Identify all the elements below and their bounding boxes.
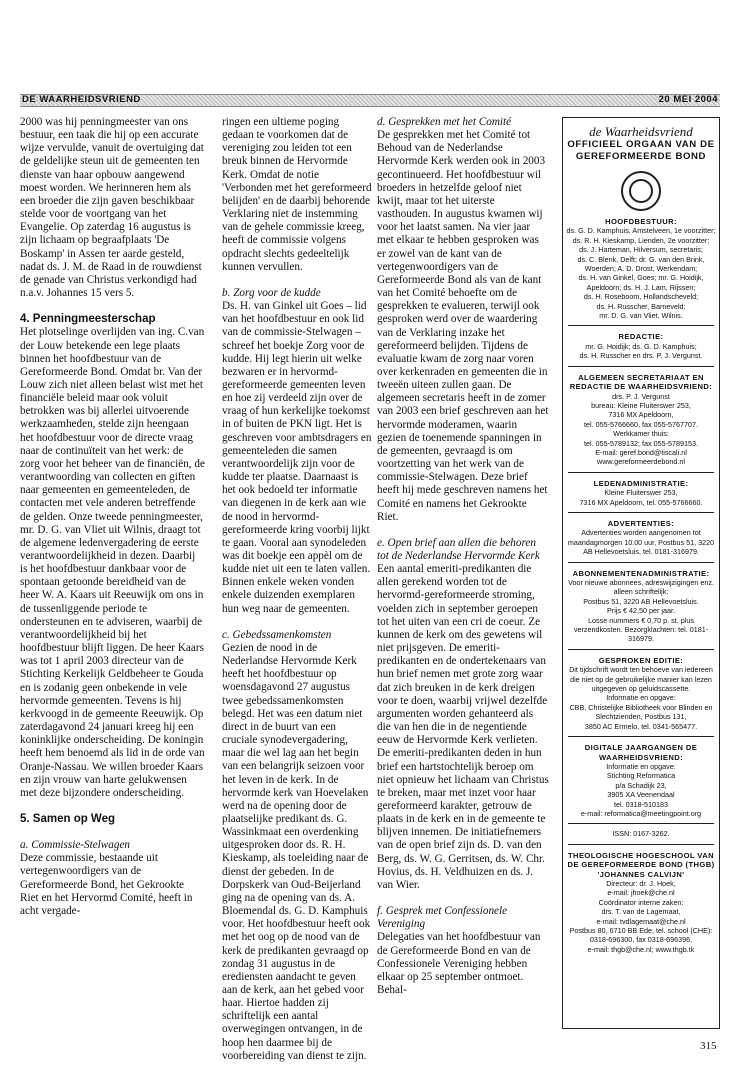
colophon-section-heading: DIGITALE JAARGANGEN DE WAARHEIDSVRIEND: <box>584 743 698 762</box>
colophon-line: ds. H. van Ginkel, Goes; mr. G. Hoidijk, Apeldoorn; ds. H. J. Lam, Rijssen; <box>578 273 704 292</box>
colophon-line: ds. J. Harteman, Hilversum, secretaris; <box>579 245 703 255</box>
colophon-line: tel. 0318-510183 <box>614 799 668 809</box>
colophon-line: drs. P. J. Vergunst <box>612 391 670 401</box>
colophon-section <box>566 217 716 320</box>
colophon-line: drs. T. van de Lagemaat, <box>601 907 681 917</box>
divider <box>568 649 714 650</box>
divider <box>568 472 714 473</box>
colophon-line: p/a Schadijk 23, <box>615 780 667 790</box>
colophon-line: 3905 XA Veenendaal <box>607 790 675 800</box>
colophon-line: Werkkamer thuis: <box>613 429 669 439</box>
colophon-line: Prijs € 42,50 per jaar. <box>607 606 675 616</box>
colophon-line: e-mail: tvdlagemaat@che.nl <box>596 916 686 926</box>
colophon-line: Losse nummers € 0,70 p. st. plus verzendkosten. Bezorgklachten: tel. 0181-316979. <box>573 615 709 644</box>
colophon-section <box>566 743 716 818</box>
colophon-line: Informatie en opgave: <box>606 761 676 771</box>
colophon-line: Advertenties worden aangenomen tot maandagmorgen 10.00 uur, Postbus 51, 3220 AB Hellevoetsluis, tel. 0181-316979. <box>567 528 715 557</box>
colophon-box <box>562 117 720 1029</box>
page-header <box>20 94 720 107</box>
colophon-section <box>566 373 716 467</box>
subsection-heading: a. Commissie-Stelwagen <box>20 839 131 852</box>
divider <box>568 366 714 367</box>
colophon-line: tel. 055-5789132; fax 055-5789153. <box>584 438 698 448</box>
section-heading: 4. Penningmeesterschap <box>20 313 156 326</box>
colophon-line: e-mail: reformatica@meetingpoint.org <box>580 808 702 818</box>
divider <box>568 823 714 824</box>
colophon-line: E-mail: geref.bond@tiscali.nl <box>595 447 687 457</box>
colophon-line: ds. C. Blenk, Delft; dr. G. van den Brink, Woerden; A. D. Drost, Werkendam; <box>577 254 705 274</box>
divider <box>568 736 714 737</box>
colophon-line: www.gereformeerdebond.nl <box>597 457 685 467</box>
colophon-line: ds. H. Russcher, Barneveld; <box>596 301 686 311</box>
colophon-line: Kleine Fluiterswег 253, <box>604 488 678 498</box>
colophon-line: ds. H. Russcher en drs. P. J. Vergunst. <box>579 351 703 361</box>
colophon-line: bureau: Kleine Fluiterswег 253, <box>591 400 691 410</box>
colophon-line: e-mail: jhoek@che.nl <box>607 888 675 898</box>
colophon-line: mr. G. Hoidijk; ds. G. D. Kamphuis; <box>585 341 697 351</box>
paragraph: Het plotselinge overlijden van ing. C.van der Louw betekende een lege plaats binnen het hoofdbestuur van de Gereformeerde Bond. Omdat br. Van der Louw zich niet alleen belast wist met het financiële beleid maar ook voluit betrokken was bij allerlei uitvoerende werkzaamheden, stelde zijn heengaan het hoofdbestuur voor de directe vraag naar de continuïteit van het werk: de zorg voor het beheer van de financiën, de verantwoording van collecten en giften naar gemeenten en gemeenteleden, de contacten met vele anderen betreffende de gelden. Onze tweede penningmeester, mr. D. G. van Vliet uit Wilnis, draagt tot de algemene ledenvergadering de eerste verantwoordelijkheid in dezen. Daarbij is het hoofdbestuur dankbaar voor de spontaan getoonde bereidheid van de heer W. A. Kaars uit Reeuwijk om ons in de tussenliggende periode te ondersteunen en te adviseren, waarbij de verantwoordelijkheid bij het hoofdbestuur blijft liggen. De heer Kaars was tot 1 april 2003 directeur van de Stichting Kerkelijk Geldbeheer te Gouda en is zodanig geen onbekende in vele hervormde gemeenten. Tevens is hij kerkvoogd in de gemeente Reeuwijk. Op zaterdagavond 24 januari kreeg hij een koninklijke onderscheiding. De koningin heeft hem benoemd als lid in de orde van Oranje-Nassau. We willen broeder Kaars en zijn vrouw van harte gelukwensen met deze bijzondere onderscheiding. <box>20 326 205 799</box>
colophon-section <box>566 829 716 838</box>
colophon-line: ds. G. D. Kamphuis, Amstelveen, 1e voorzitter; <box>566 226 716 236</box>
colophon-section <box>566 332 716 360</box>
divider <box>568 562 714 563</box>
colophon-section <box>566 519 716 557</box>
paragraph: Gezien de nood in de Nederlandse Hervormde Kerk heeft het hoofdbestuur op woensdagavond 27 augustus twee gebedssamenkomsten belegd. Het was een datum niet direct in de buurt van een cruciale synodevergadering, maar die wel lag aan het begin van een belangrijk seizoen voor het leven in de kerk. In de hervormde kerk van Hoevelaken werd na de opening door de plaatselijke predikant ds. G. Wassinkmaat een overdenking uitgesproken door ds. R. H. Kieskamp, als toeleiding naar de dienst der gebeden. In de Dorpskerk van Oud-Beijerland ging na de opening van ds. A. Bloemendal ds. G. D. Kamphuis voor. Het hoofdbestuur heeft ook met het oog op de nood van de kerk de predikanten gevraagd op zondag 31 augustus in de erediensten aandacht te geven aan de kerk, aan het gebed voor haar. Hiertoe hadden zij schriftelijk een aantal overwegingen ontvangen, in de hoop hen daarmee bij de voorbereiding van dienst te zijn. <box>222 641 371 1062</box>
page-number: 315 <box>700 1040 717 1052</box>
paragraph: De gesprekken met het Comité tot Behoud van de Nederlandse Hervormde Kerk werden ook in 2003 gecontinueerd. Het hoofdbestuur wil broeders in hetzelfde geloof niet kwijt, maar tot het uiterste vasthouden. In augustus kwamen wij voor het laatst samen. Na vier jaar met elkaar te hebben gesproken was er zowel van de kant van de vertegenwoordigers van de Gereformeerde Bond als van de kant van het Comité behoefte om de gesprekken te evalueren, terwijl ook gesproken werd over de waardering van de Verklaring inzake het gereformeerd belijden. Tijdens de evaluatie kwam de zorg naar voren over kerkenraden en gemeenten die in tweeën uiteen zullen gaan. De algemeen secretaris heeft in de zomer van 2003 een brief geschreven aan het hervormde moderamen, waarin gezien de toenemende spanningen in de gemeenten, gevraagd is om voortzetting van het werk van de commissie-Stelwagen. Deze brief heeft hij mede geschreven namens het Comité en namens het Gekrookte Riet. <box>377 129 549 523</box>
section-heading: 5. Samen op Weg <box>20 812 116 825</box>
paragraph: Ds. H. van Ginkel uit Goes – lid van het hoofdbestuur en ook lid van de commissie-Stelwagen – schreef het boekje Zorg voor de kudde. Hij legt hierin uit welke bezwaren er in hervormd-gereformeerde gemeenten leven en hoe zij verdeeld zijn over de vraag of hun kerkelijke toekomst in of buiten de PKN ligt. Het is geschreven voor ambtsdragers en gemeenteleden die samen verantwoordelijk zijn voor de kudde ter plaatse. Daarnaast is het ook bedoeld ter informatie van diegenen in de kerk aan wie de nood in hervormd-gereformeerde kring voorbij lijkt te gaan. Vooral aan synodeleden was dit boekje een appèl om de kudde niet uit een te laten vallen. Binnen enkele weken vonden enkele duizenden exemplaren hun weg naar de gemeenten. <box>222 300 372 615</box>
colophon-line: mr. D. G. van Vliet, Wilnis. <box>599 311 683 321</box>
colophon-line: CBB, Christelijke Bibliotheek voor Blinden en Slechtzienden, Postbus 131, <box>569 702 713 722</box>
subsection-heading: b. Zorg voor de kudde <box>222 286 321 299</box>
divider <box>568 512 714 513</box>
colophon-section <box>566 656 716 731</box>
colophon-section <box>566 479 716 507</box>
colophon-section-heading: ABONNEMENTENADMINISTRATIE: <box>572 568 710 578</box>
paragraph: ringen een ultieme poging gedaan te voorkomen dat de vereniging zou leiden tot een breuk binnen de Hervormde Kerk. Omdat de notie 'Verbonden met het gereformeerd belijden' en de daarbij behorende Verklaring niet de instemming van de gehele commissie kreeg, heeft de commissie volgens opdracht slechts gedeeltelijk kunnen vervullen. <box>222 116 372 273</box>
subsection-heading: d. Gesprekken met het Comité <box>377 116 512 128</box>
colophon-line: e-mail: thgb@che.nl; www.thgb.tk <box>587 944 695 954</box>
column-3 <box>377 116 549 997</box>
colophon-line: Voor nieuwe abonnees, adreswijzigingen enz. alleen schriftelijk: <box>568 578 714 597</box>
colophon-line: Informatie en opgave: <box>606 693 676 703</box>
masthead-name: DE WAARHEIDSVRIEND <box>22 94 141 105</box>
colophon-section-heading: LEDENADMINISTRATIE: <box>593 478 689 488</box>
colophon-line: Dit tijdschrift wordt ten behoeve van iedereen die niet op de gebruikelijke manier kan lezen uitgegeven op geluidscassette. <box>569 665 713 694</box>
colophon-line: ds. R. H. Kieskamp, Lienden, 2e voorzitter; <box>572 235 710 245</box>
divider <box>568 325 714 326</box>
subsection-heading: c. Gebedssamenkomsten <box>222 628 332 641</box>
column-1 <box>20 116 205 918</box>
colophon-section-heading: THEOLOGISCHE HOGESCHOOL VAN DE GEREFORMEERDE BOND (THGB) 'JOHANNES CALVIJN' <box>567 850 715 879</box>
colophon-line: Coördinator interne zaken: <box>598 897 684 907</box>
issue-date: 20 MEI 2004 <box>658 94 718 105</box>
column-2 <box>222 116 372 1063</box>
colophon-title: de Waarheidsvriend <box>589 124 693 139</box>
colophon-section <box>566 851 716 954</box>
paragraph: Delegaties van het hoofdbestuur van de Gereformeerde Bond en van de Confessionele Vereniging hebben elkaar op 25 september ontmoet. Behal- <box>377 931 541 996</box>
paragraph: Deze commissie, bestaande uit vertegenwoordigers van de Gereformeerde Bond, het Gekrookte Riet en het Hervormd Comité, heeft in acht vergade- <box>20 852 193 917</box>
colophon-section-heading: ADVERTENTIES: <box>607 518 675 528</box>
colophon-line: Postbus 51, 3220 AB Hellevoetsluis. <box>583 596 699 606</box>
colophon-section <box>566 569 716 644</box>
subsection-heading: f. Gesprek met Confessionele Vereniging <box>377 905 508 931</box>
colophon-line: Postbus 80, 6710 BB Ede, tel. school (CHE): 0318-696300, fax 0318-696396, <box>569 926 713 945</box>
colophon-line: Directeur: dr. J. Hoek, <box>606 878 676 888</box>
colophon-line: ISSN: 0167-3262. <box>612 829 670 839</box>
paragraph: Een aantal emeriti-predikanten die allen gerekend worden tot de hervormd-gereformeerde stroming, voelden zich in september geroepen tot het uiten van een cri de coeur. Ze kunnen de kerk om des gewetens wil niet prijsgeven. De emeriti-predikanten en de ondertekenaars van hun brief nemen met grote zorg waar dat zich breuken in de kerk dreigen voor te doen, waarbij vrijwel dezelfde argumenten worden gehanteerd als die van hen die in de negentiende eeuw de Hervormde Kerk verlieten. De emeriti-predikanten deden in hun brief een hartstochtelijk beroep om niet opnieuw het lichaam van Christus te breken, maar met inzet voor haar gereformeerd karakter, getrouw de plaats in de kerk en in de gemeente te blijven innemen. De initiatiefnemers van de open brief zijn ds. D. van den Berg, ds. W. G. Gerritsen, ds. W. Chr. Hovius, ds. H. Veldhuizen en ds. J. van Wier. <box>377 563 549 891</box>
colophon-line: 3850 AC Ermelo, tel. 0341-565477. <box>584 721 698 731</box>
colophon-section-heading: REDACTIE: <box>618 332 664 342</box>
colophon-section-heading: ALGEMEEN SECRETARIAAT EN REDACTIE DE WAARHEIDSVRIEND: <box>569 372 713 392</box>
colophon-line: 7316 MX Apeldoorn, <box>608 410 674 420</box>
colophon-line: 7316 MX Apeldoorn, tel. 055-5766660. <box>579 497 703 507</box>
colophon-line: Stichting Reformatica <box>606 771 676 781</box>
colophon-line: tel. 055-5766660, fax 055-5767707. <box>584 419 698 429</box>
divider <box>568 844 714 845</box>
colophon-sections <box>566 217 716 954</box>
colophon-subtitle: OFFICIEEL ORGAAN VAN DE GEREFORMEERDE BOND <box>567 139 715 162</box>
emblem-icon <box>621 171 661 211</box>
paragraph: 2000 was hij penningmeester van ons bestuur, een taak die hij op een accurate wijze vervulde, vanuit de overtuiging dat de geldelijke steun uit de gemeenten ten dienste van haar opbouw aangewend moest worden. We herinneren hem als een broeder die zijn gaven beschikbaar stelde voor de voortgang van het Evangelie. Op zaterdag 16 augustus is zijn lichaam op begraafplaats 'De Boskamp' in Assen ter aarde gesteld, nadat ds. J. M. de Raad in de rouwdienst de genade van Christus verkondigd had n.a.v. Johannes 15 vers 5. <box>20 116 204 300</box>
colophon-line: ds. H. Roseboom, Hollandscheveld; <box>583 292 699 302</box>
subsection-heading: e. Open brief aan allen die behoren tot de Nederlandse Hervormde Kerk <box>377 536 540 562</box>
colophon-section-heading: HOOFDBESTUUR: <box>605 217 677 226</box>
colophon-section-heading: GESPROKEN EDITIE: <box>598 655 684 665</box>
